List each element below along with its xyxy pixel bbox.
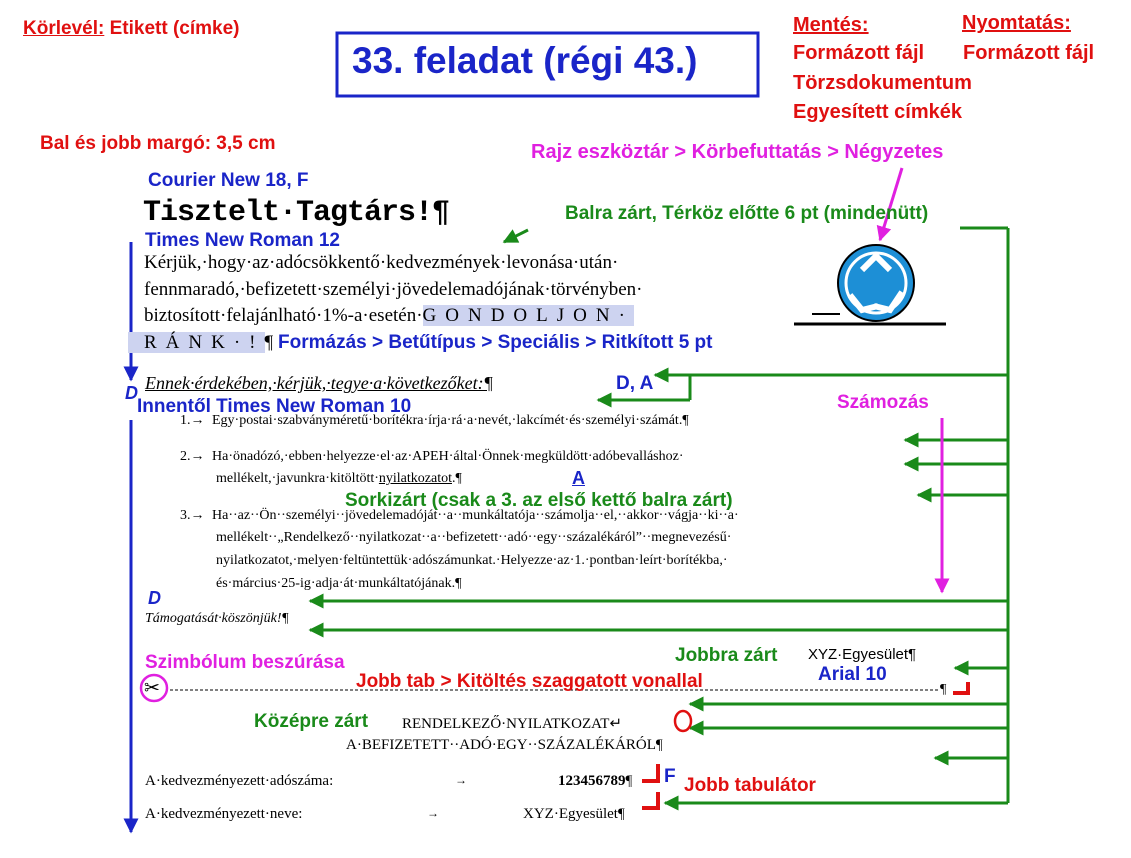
nyomtatas-value: Formázott fájl — [963, 42, 1095, 64]
recycle-icon — [794, 245, 946, 324]
scissors-icon: ✂ — [144, 677, 160, 699]
row1-tab-arrow: → — [455, 773, 467, 787]
list-item-cont: mellékelt,·javunkra·kitöltött·nyilatkozatot.¶ — [216, 471, 462, 486]
list-item-cont: mellékelt··„Rendelkező··nyilatkozat··a··befizetett··adó··egy··százalékáról”··megnevezésű· — [216, 530, 732, 545]
mentes-label: Mentés: — [793, 14, 869, 36]
jobbra-zart-note: Jobbra zárt — [675, 645, 778, 666]
balra-zart-note: Balra zárt, Térköz előtte 6 pt (mindenütt) — [565, 203, 929, 224]
row1-label: A·kedvezményezett·adószáma: — [145, 773, 334, 789]
times10-note: Innentől Times New Roman 10 — [137, 396, 412, 417]
d-a-note: D, A — [616, 373, 654, 394]
ritkitott-note: Formázás > Betűtípus > Speciális > Ritkított 5 pt — [278, 332, 713, 353]
d-note-1: D — [125, 383, 138, 403]
mentes-item-3: Egyesített címkék — [793, 101, 962, 123]
line-break-mark: ↵ — [609, 716, 623, 732]
p1-pilcrow: ¶ — [264, 332, 274, 353]
page-title: 33. feladat (régi 43.) — [352, 40, 698, 81]
p2: Ennek·érdekében,·kérjük,·tegye·a·következőket:¶ — [145, 373, 494, 393]
a-note: A — [572, 468, 585, 488]
red-circle-mark — [675, 711, 691, 731]
row2-label: A·kedvezményezett·neve: — [145, 806, 303, 822]
row2-tab-arrow: → — [427, 806, 439, 820]
f-note: F — [664, 766, 676, 787]
spaced-text-2: RÁNK·! — [128, 332, 265, 353]
kozepre-zart-note: Középre zárt — [254, 711, 369, 732]
szamozas-note: Számozás — [837, 392, 929, 413]
d-note-2: D — [148, 588, 161, 608]
spaced-text-1: GONDOLJON· — [422, 305, 634, 326]
closing: Támogatását·köszönjük!¶ — [145, 611, 289, 626]
list-item: 3.→ Ha··az··Ön··személyi··jövedelemadóját··a··munkáltatója··számolja··el,··akkor··vágja··ki··a· — [180, 508, 739, 523]
korlevel-value: Etikett (címke) — [109, 18, 240, 39]
list-item-cont: nyilatkozatot,·melyen·feltüntettük·adószámunkat.·Helyezze·az·1.·pontban·leírt·borítékba,· — [216, 553, 728, 568]
p1-line3: biztosított·felajánlható·1%-a·esetén· — [144, 305, 423, 326]
jobb-tabulator-note: Jobb tabulátor — [684, 775, 816, 796]
rajz-note: Rajz eszköztár > Körbefuttatás > Négyzetes — [531, 141, 944, 163]
list-item: 2.→ Ha·önadózó,·ebben·helyezze·el·az·APEH·által·Önnek·megküldött·adóbevalláshoz· — [180, 449, 684, 464]
greeting: Tisztelt·Tagtárs!¶ — [143, 196, 450, 230]
p1-line1: Kérjük,·hogy·az·adócsökkentő·kedvezmények·levonása·után· — [144, 252, 619, 273]
form-title-2: A·BEFIZETETT··ADÓ·EGY··SZÁZALÉKÁRÓL¶ — [346, 737, 663, 753]
org-name: XYZ·Egyesület¶ — [808, 646, 917, 663]
list-item-cont: és·március·25-ig·adja·át·munkáltatójának.¶ — [216, 576, 462, 591]
p1-line2: fennmaradó,·befizetett·személyi·jövedelemadójának·törvényben· — [144, 279, 643, 300]
korlevel-label: Körlevél: — [23, 18, 105, 39]
szimbolum-note: Szimbólum beszúrása — [145, 652, 345, 673]
tab-pilcrow: ¶ — [940, 682, 947, 697]
times12-note: Times New Roman 12 — [145, 230, 341, 251]
nyomtatas-label: Nyomtatás: — [962, 12, 1071, 34]
row2-value: XYZ·Egyesület — [523, 806, 618, 822]
row1-value: 123456789 — [558, 773, 626, 789]
form-title-1: RENDELKEZŐ·NYILATKOZAT — [402, 716, 610, 732]
arial10-note: Arial 10 — [818, 664, 887, 685]
margin-note: Bal és jobb margó: 3,5 cm — [40, 133, 276, 154]
list-item: 1.→ Egy·postai·szabványméretű·borítékra·írja·rá·a·nevét,·lakcímét·és·személyi·számát.¶ — [180, 413, 689, 428]
mentes-item-2: Törzsdokumentum — [793, 72, 972, 94]
mentes-item-1: Formázott fájl — [793, 42, 925, 64]
courier-note: Courier New 18, F — [148, 170, 309, 191]
sorkizart-note: Sorkizárt (csak a 3. az első kettő balra zárt) — [345, 490, 733, 511]
jobb-tab-note: Jobb tab > Kitöltés szaggatott vonallal — [356, 671, 703, 692]
